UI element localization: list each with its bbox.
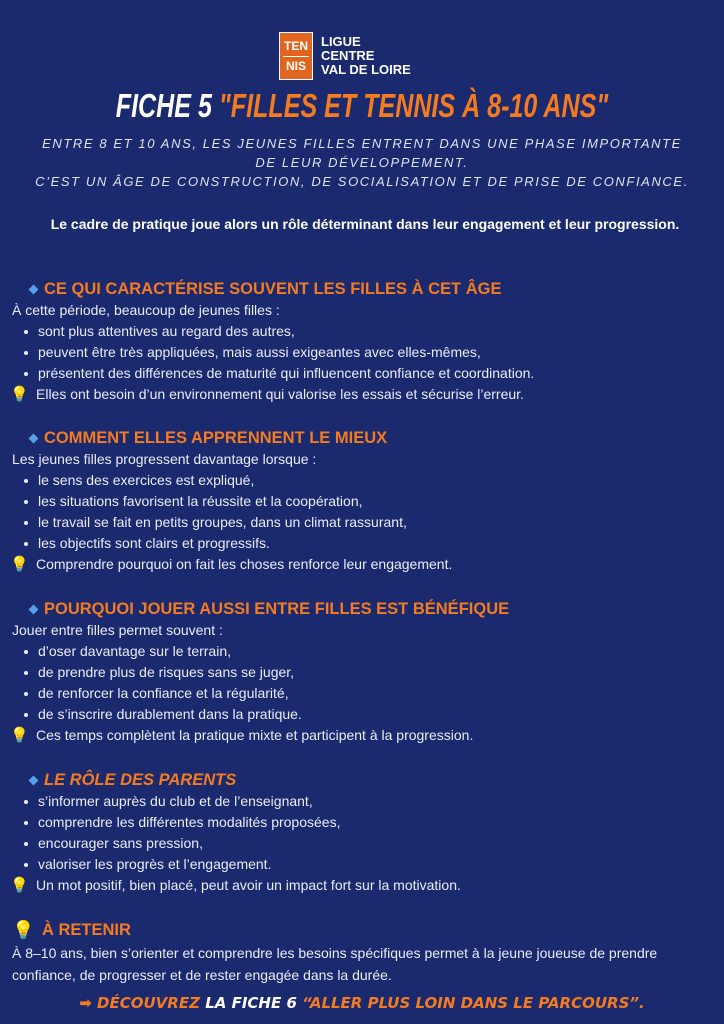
- tip: [12, 554, 717, 575]
- subtitle-line: DE LEUR DÉVELOPPEMENT.: [255, 155, 469, 170]
- diamond-icon: [29, 434, 39, 444]
- next-sheet-cta: [0, 994, 724, 1012]
- list-item: les situations favorisent la réussite et la coopération,: [38, 491, 717, 512]
- subtitle: [0, 134, 724, 191]
- list-item: s’informer auprès du club et de l’enseignant,: [38, 791, 717, 812]
- lightbulb-icon: 💡: [12, 920, 35, 940]
- list-item: sont plus attentives au regard des autres,: [38, 321, 717, 342]
- list-item: de prendre plus de risques sans se juger,: [38, 662, 717, 683]
- lightbulb-icon: 💡: [10, 386, 29, 403]
- section-heading-text: COMMENT ELLES APPRENNENT LE MIEUX: [44, 429, 388, 447]
- section-intro: Jouer entre filles permet souvent :: [12, 622, 223, 638]
- logo-mark-bottom: NIS: [285, 58, 306, 73]
- cta-part: LA FICHE 6: [199, 994, 303, 1012]
- list-item: de s’inscrire durablement dans la pratique.: [38, 704, 717, 725]
- bullet-list: [12, 641, 717, 725]
- subtitle-line: C’EST UN ÂGE DE CONSTRUCTION, DE SOCIALISATION ET DE PRISE DE CONFIANCE.: [35, 174, 689, 189]
- lightbulb-icon: 💡: [10, 727, 29, 744]
- diamond-icon: [29, 776, 39, 786]
- tip: [12, 725, 717, 746]
- retenir-heading-text: À RETENIR: [42, 921, 131, 939]
- lightbulb-icon: 💡: [10, 877, 29, 894]
- list-item: présentent des différences de maturité qui influencent confiance et coordination.: [38, 363, 717, 384]
- tip-text: Elles ont besoin d’un environnement qui valorise les essais et sécurise l’erreur.: [36, 386, 524, 402]
- section-heading-text: CE QUI CARACTÉRISE SOUVENT LES FILLES À CET ÂGE: [44, 280, 502, 298]
- list-item: les objectifs sont clairs et progressifs.: [38, 533, 717, 554]
- list-item: encourager sans pression,: [38, 833, 717, 854]
- arrow-right-icon: ➡: [79, 994, 92, 1012]
- tip-text: Comprendre pourquoi on fait les choses renforce leur engagement.: [36, 556, 453, 572]
- title-part: FICHE 5: [115, 87, 219, 124]
- lead-text: Le cadre de pratique joue alors un rôle déterminant dans leur engagement et leur progression.: [50, 216, 680, 232]
- bullet-list: [12, 470, 717, 554]
- section: [12, 278, 717, 405]
- section-intro: À cette période, beaucoup de jeunes filles :: [12, 302, 280, 318]
- list-item: d’oser davantage sur le terrain,: [38, 641, 717, 662]
- list-item: valoriser les progrès et l’engagement.: [38, 854, 717, 875]
- retenir-section: [12, 918, 717, 986]
- section-heading: [12, 427, 717, 449]
- section-heading-text: LE RÔLE DES PARENTS: [44, 771, 237, 789]
- section-heading: [12, 769, 717, 791]
- section-intro: Les jeunes filles progressent davantage lorsque :: [12, 451, 317, 467]
- section-heading: [12, 278, 717, 300]
- list-item: de renforcer la confiance et la régularité,: [38, 683, 717, 704]
- list-item: comprendre les différentes modalités proposées,: [38, 812, 717, 833]
- tip-text: Un mot positif, bien placé, peut avoir un impact fort sur la motivation.: [36, 877, 461, 893]
- section-heading: [12, 598, 717, 620]
- retenir-heading: [12, 918, 717, 942]
- logo-mark: [279, 32, 313, 80]
- list-item: le travail se fait en petits groupes, dans un climat rassurant,: [38, 512, 717, 533]
- list-item: peuvent être très appliquées, mais aussi exigeantes avec elles-mêmes,: [38, 342, 717, 363]
- bullet-list: [12, 791, 717, 875]
- logo-text: [321, 35, 411, 77]
- list-item: le sens des exercices est expliqué,: [38, 470, 717, 491]
- title-part-highlight: "FILLES ET TENNIS À 8-10 ANS": [218, 87, 609, 124]
- cta-part: DÉCOUVREZ: [97, 994, 200, 1012]
- diamond-icon: [29, 605, 39, 615]
- section: [12, 427, 717, 575]
- section-heading-text: POURQUOI JOUER AUSSI ENTRE FILLES EST BÉNÉFIQUE: [44, 600, 510, 618]
- section: [12, 598, 717, 746]
- bullet-list: [12, 321, 717, 384]
- page-title: [0, 86, 724, 126]
- logo-line: VAL DE LOIRE: [321, 62, 411, 77]
- cta-part: “ALLER PLUS LOIN DANS LE PARCOURS”.: [302, 994, 645, 1012]
- lightbulb-icon: 💡: [10, 556, 29, 573]
- tip: [12, 875, 717, 896]
- retenir-text: À 8–10 ans, bien s’orienter et comprendre les besoins spécifiques permet à la jeune joueuse de prendre confiance, de progresser et de rester engagée dans la durée.: [12, 945, 658, 983]
- logo-line: LIGUE: [321, 34, 361, 49]
- diamond-icon: [29, 285, 39, 295]
- tip-text: Ces temps complètent la pratique mixte et participent à la progression.: [36, 727, 474, 743]
- logo-line: CENTRE: [321, 48, 375, 63]
- logo: [279, 32, 411, 80]
- tip: [12, 384, 717, 405]
- page-title-text: [116, 86, 608, 126]
- section: [12, 769, 717, 896]
- logo-mark-top: TEN: [284, 38, 308, 53]
- subtitle-line: ENTRE 8 ET 10 ANS, LES JEUNES FILLES ENTRENT DANS UNE PHASE IMPORTANTE: [42, 136, 682, 151]
